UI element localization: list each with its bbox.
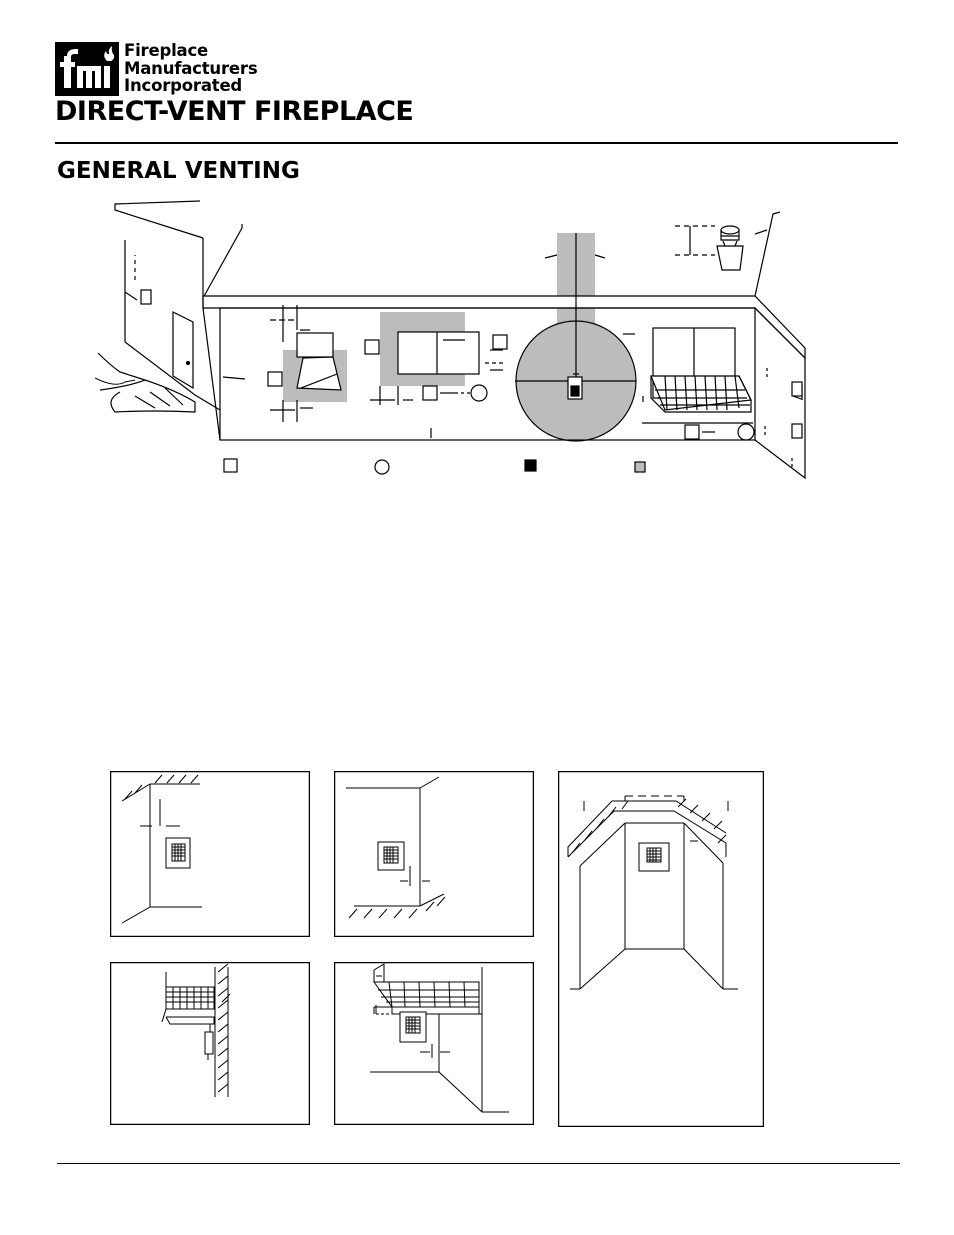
main-roof xyxy=(203,224,242,298)
roof-vent-cap xyxy=(717,246,743,270)
legend-open-circle xyxy=(375,460,389,474)
door xyxy=(173,312,193,388)
company-logo xyxy=(55,42,285,98)
company-name-line: Incorporated xyxy=(124,76,243,95)
legend-gray-square xyxy=(635,462,645,472)
double-window xyxy=(398,332,479,374)
open-square-marker xyxy=(493,335,507,349)
header-divider xyxy=(55,142,898,144)
detail-recessed-alcove xyxy=(558,771,764,1127)
company-name-line: Manufacturers xyxy=(124,58,258,78)
document-title: DIRECT-VENT FIREPLACE xyxy=(55,96,414,127)
venting-clearance-diagram xyxy=(95,200,815,485)
open-square-marker xyxy=(423,386,437,400)
open-square-marker xyxy=(365,340,379,354)
legend-open-square xyxy=(224,459,237,472)
company-name-line: Fireplace xyxy=(124,41,209,60)
detail-outside-corner xyxy=(334,771,534,937)
fmi-logo-icon xyxy=(55,42,119,96)
left-wing-roof xyxy=(115,201,203,238)
open-square-marker xyxy=(685,425,699,439)
open-circle-marker xyxy=(471,385,487,401)
detail-under-balcony xyxy=(110,962,310,1125)
company-name xyxy=(124,42,257,95)
right-wall-vent xyxy=(792,424,802,438)
footer-divider xyxy=(57,1163,900,1164)
single-window xyxy=(297,333,333,357)
right-wall-vent xyxy=(792,382,802,396)
legend-filled-square xyxy=(525,460,536,471)
detail-inside-corner xyxy=(110,771,310,937)
open-square-marker xyxy=(268,372,282,386)
wing-window xyxy=(141,290,151,304)
open-circle-marker xyxy=(738,424,754,440)
vent-terminal xyxy=(205,1032,213,1054)
section-title: GENERAL VENTING xyxy=(57,158,300,184)
detail-corner-below-deck xyxy=(334,962,534,1125)
